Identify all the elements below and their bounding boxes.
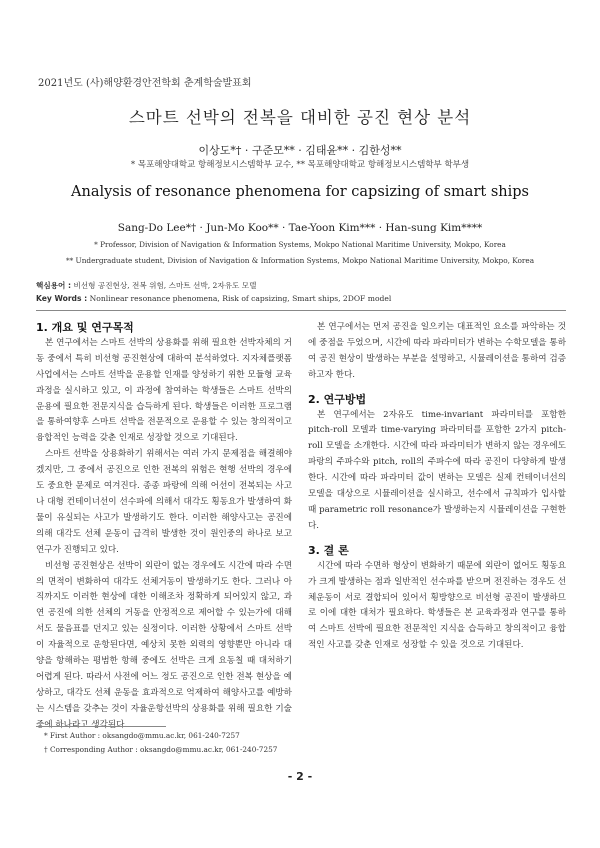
keywords-korean [36, 280, 256, 291]
footnote-corresponding-author: † Corresponding Author : oksangdo@mmu.ac.kr, 061-240-7257 [44, 745, 278, 754]
paper-title-korean: 스마트 선박의 전복을 대비한 공진 현상 분석 [128, 108, 472, 127]
header-divider [36, 310, 566, 311]
footnote-first-author: * First Author : oksangdo@mmu.ac.kr, 061-240-7257 [44, 731, 240, 740]
conference-header: 2021년도 (사)해양환경안전학회 춘계학술발표회 [38, 78, 252, 89]
affiliation-english-student: ** Undergraduate student, Division of Navigation & Information Systems, Mokpo National Maritime University, Mokpo, Korea [65, 256, 535, 265]
keywords-korean-text: 비선형 공진현상, 전복 위험, 스마트 선박, 2자유도 모델 [73, 281, 257, 290]
affiliation-english-professor: * Professor, Division of Navigation & Information Systems, Mokpo National Maritime University, Mokpo, Korea [94, 240, 506, 249]
affiliation-korean: * 목포해양대학교 항해정보시스템학부 교수, ** 목포해양대학교 항해정보시스템학부 학부생 [130, 160, 470, 170]
keywords-english-label: Key Words : [36, 294, 88, 303]
paper-title-english: Analysis of resonance phenomena for capsizing of smart ships [71, 184, 529, 200]
left-column [36, 320, 292, 734]
section-2-heading: 2. 연구방법 [308, 392, 367, 406]
keywords-english-text: Nonlinear resonance phenomena, Risk of capsizing, Smart ships, 2DOF model [89, 294, 392, 303]
section-1-paragraph-1: 본 연구에서는 스마트 선박의 상용화를 위해 필요한 선박자체의 거동 중에서 특히 비선형 공진현상에 대하여 분석하였다. 지자체플랫폼 사업에서는 스마트 선박을 운용할 인재를 양성하기 위한 모듈형 교육과정을 실시하고 있고, 이 과정에 참여하는 학생들은 스마트 선박의 운용에 필요한 전문지식을 습득하게 된다. 학생들은 이러한 프로그램을 통하여향후 스마트 선박을 전문적으로 운용할 수 있는 창의적이고 융합적인 능력을 갖춘 인재로 성장할 것으로 기대된다. [36, 337, 292, 444]
page-number: - 2 - [287, 770, 313, 783]
section-3-paragraph-1: 시간에 따라 수면하 형상이 변화하기 때문에 외란이 없어도 횡동요가 크게 발생하는 점과 일반적인 선수파를 받으며 전진하는 경우도 선체운동이 서로 결합되어 있어서 횡방향으로 비선형 공진이 발생하므로 이에 대한 대처가 필요하다. 학생들은 본 교육과정과 연구를 통하여 스마트 선박에 필요한 전문적인 지식을 습득하고 창의적이고 융합적인 사고를 갖춘 인재로 성장할 수 있을 것으로 기대된다. [308, 560, 566, 651]
section-1-heading: 1. 개요 및 연구목적 [36, 321, 134, 334]
keywords-korean-label: 핵심용어 : [36, 281, 72, 290]
footnote-divider [36, 726, 166, 727]
section-3-heading: 3. 결 론 [308, 543, 349, 557]
authors-english: Sang-Do Lee*† · Jun-Mo Koo** · Tae-Yoon Kim*** · Han-sung Kim**** [117, 222, 483, 234]
section-1-paragraph-3: 비선형 공진현상은 선박이 외란이 없는 경우에도 시간에 따라 수면의 면적이 변화하여 대각도 선체거동이 발생하기도 한다. 그러나 아직까지도 이러한 현상에 대한 이해조차 정확하게 되어있지 않고, 과연 공진에 의한 선체의 거동을 안정적으로 제어할 수 있는가에 대해서도 물음표를 던지고 있는 실정이다. 이러한 상황에서 스마트 선박이 자율적으로 운항된다면, 예상치 못한 외력의 영향뿐만 아니라 대양을 항해하는 평범한 항해 중에도 선박은 크게 요동칠 때 대처하기 어렵게 된다. 따라서 사전에 어느 정도 공진으로 인한 전복 현상을 예상하고, 대각도 선체 운동을 효과적으로 억제하여 해양사고를 예방하는 시스템을 갖추는 것이 자율운항선박의 상용화를 위해 필요한 기술 중에 하나라고 생각된다. [36, 560, 292, 730]
section-1-paragraph-4: 본 연구에서는 먼저 공진을 일으키는 대표적인 요소를 파악하는 것에 중점을 두었으며, 시간에 따라 파라미터가 변하는 수학모델을 통하여 공진 현상이 발생하는 부분을 설명하고, 시뮬레이션을 통하여 검증하고자 한다. [308, 322, 566, 380]
keywords-english [36, 294, 391, 303]
right-column [308, 320, 566, 654]
authors-korean: 이상도*† · 구준모** · 김태윤** · 김한성** [198, 144, 402, 157]
section-2-paragraph-1: 본 연구에서는 2자유도 time-invariant 파라미터를 포함한 pitch-roll 모델과 time-varying 파라미터를 포함한 2가지 pitch-roll 모델을 소개한다. 시간에 따라 파라미터가 변하지 않는 경우에도 파랑의 주파수와 pitch, roll의 주파수에 따라 공진이 다양하게 발생한다. 시간에 따라 파라미터 값이 변하는 모델은 실제 컨테이너선의 모델을 대상으로 시뮬레이션을 실시하고, 선수에서 규칙파가 입사할 때 parametric roll resonance가 발생하는지 시뮬레이션을 구현한다. [308, 409, 566, 531]
section-1-paragraph-2: 스마트 선박을 상용화하기 위해서는 여러 가지 문제점을 해결해야겠지만, 그 중에서 공진으로 인한 전복의 위험은 현행 선박의 경우에도 중요한 문제로 여겨진다. 종종 파랑에 의해 어선이 전복되는 사고나 대형 컨테이너선이 선수파에 의해서 대각도 횡동요가 발생하여 화물이 유실되는 사고가 발생하기도 한다. 이러한 해양사고는 공진에 의해 대각도 선체 운동이 급격히 발생한 것이 원인중의 하나로 보고 연구가 진행되고 있다. [36, 449, 292, 555]
